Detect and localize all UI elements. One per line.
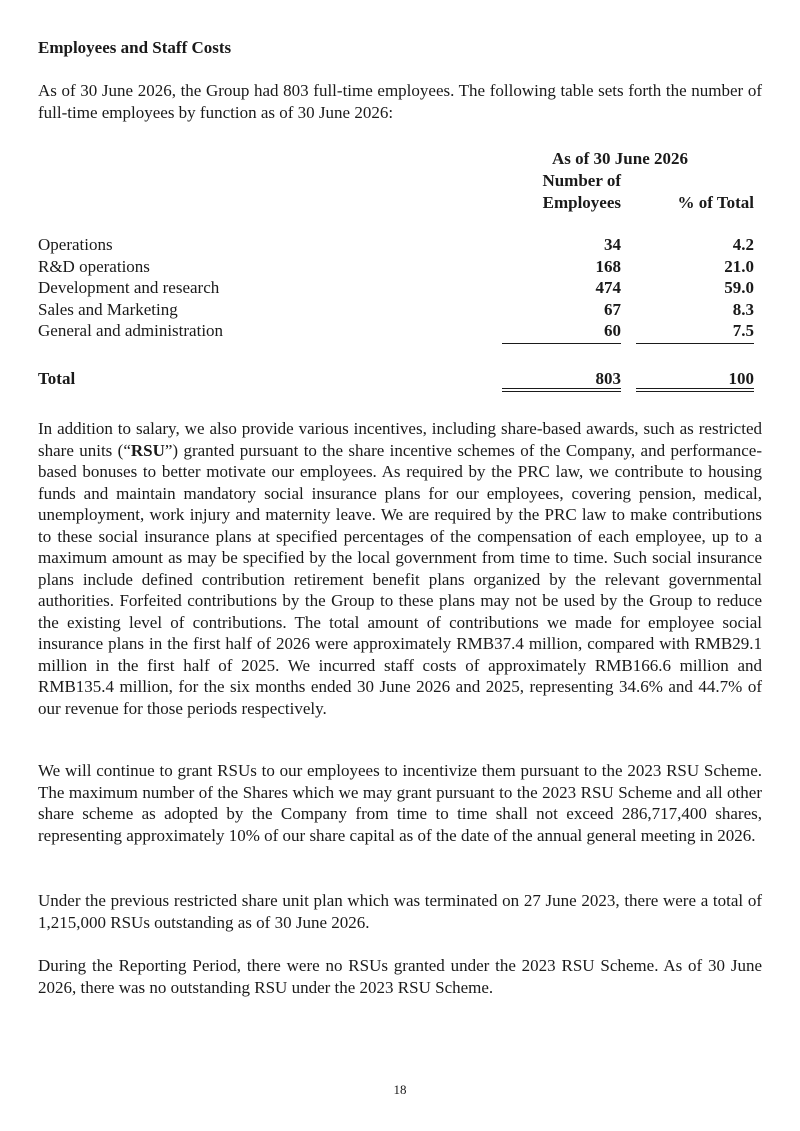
table-cell-percent: 21.0 [724, 257, 754, 276]
table-row-label: Sales and Marketing [38, 300, 178, 319]
table-row-label: Development and research [38, 278, 220, 297]
compensation-paragraph [38, 418, 762, 719]
rsu-defined-term: RSU [130, 440, 165, 460]
total-double-rule-top [636, 388, 754, 389]
table-cell-employees: 67 [604, 300, 621, 319]
reporting-period-paragraph: During the Reporting Period, there were no RSUs granted under the 2023 RSU Scheme. As of 30 June 2026, there was no outstanding RSU under the 2023 RSU Scheme. [38, 956, 762, 997]
page-number: 18 [393, 1082, 407, 1097]
table-total-label: Total [38, 369, 76, 388]
table-total-percent: 100 [728, 369, 754, 388]
table-cell-employees: 474 [595, 278, 621, 297]
table-cell-percent: 4.2 [732, 235, 754, 254]
subtotal-rule [636, 343, 754, 344]
table-cell-employees: 60 [604, 321, 621, 340]
subtotal-rule [502, 343, 621, 344]
table-row-label: R&D operations [38, 257, 150, 276]
table-header-group: As of 30 June 2026 [552, 149, 689, 168]
table-cell-percent: 59.0 [724, 278, 754, 297]
table-cell-employees: 168 [595, 257, 621, 276]
table-cell-employees: 34 [604, 235, 621, 254]
table-header-percent: % of Total [677, 193, 754, 212]
compensation-text-post: ”) granted pursuant to the share incentive schemes of the Company, and performance-based bonuses to better motivate our employees. As required by the PRC law, we contribute to housing funds and maintain mandatory social insurance plans for our employees, covering pension, medical, unemployment, work injury and maternity leave. We are required by the PRC law to make contributions to these social insurance plans at specified percentages of the compensation of each employee, up to a maximum amount as may be specified by the local government from time to time. Such social insurance plans include defined contribution retirement benefit plans organized by the relevant governmental authorities. Forfeited contributions by the Group to these plans may not be used by the Group to reduce the existing level of contributions. The total amount of contributions we made for employee social insurance plans in the first half of 2026 were approximately RMB37.4 million, compared with RMB29.1 million in the first half of 2025. We incurred staff costs of approximately RMB166.6 million and RMB135.4 million, for the six months ended 30 June 2026 and 2025, representing 34.6% and 44.7% of our revenue for those periods respectively. [38, 440, 763, 718]
compensation-text-pre: In addition to salary, we also provide various incentives, including share-based awards, such as restricted share units (“ [38, 419, 762, 460]
total-double-rule-top [502, 388, 621, 389]
table-row-label: General and administration [38, 321, 224, 340]
table-header-employees-line1: Number of [542, 171, 621, 190]
table-total-employees: 803 [595, 369, 621, 388]
previous-plan-paragraph: Under the previous restricted share unit plan which was terminated on 27 June 2023, there were a total of 1,215,000 RSUs outstanding as of 30 June 2026. [38, 891, 762, 932]
table-cell-percent: 8.3 [732, 300, 754, 319]
table-row-label: Operations [38, 235, 113, 254]
intro-paragraph: As of 30 June 2026, the Group had 803 full-time employees. The following table sets forth the number of full-time employees by function as of 30 June 2026: [38, 81, 762, 122]
table-cell-percent: 7.5 [732, 321, 754, 340]
total-double-rule-bottom [502, 391, 621, 392]
section-title: Employees and Staff Costs [38, 38, 232, 57]
total-double-rule-bottom [636, 391, 754, 392]
table-header-employees-line2: Employees [542, 193, 621, 212]
rsu-scheme-paragraph: We will continue to grant RSUs to our employees to incentivize them pursuant to the 2023 RSU Scheme. The maximum number of the Shares which we may grant pursuant to the 2023 RSU Scheme and all other share scheme as adopted by the Company from time to time shall not exceed 286,717,400 shares, representing approximately 10% of our share capital as of the date of the annual general meeting in 2026. [38, 761, 762, 845]
